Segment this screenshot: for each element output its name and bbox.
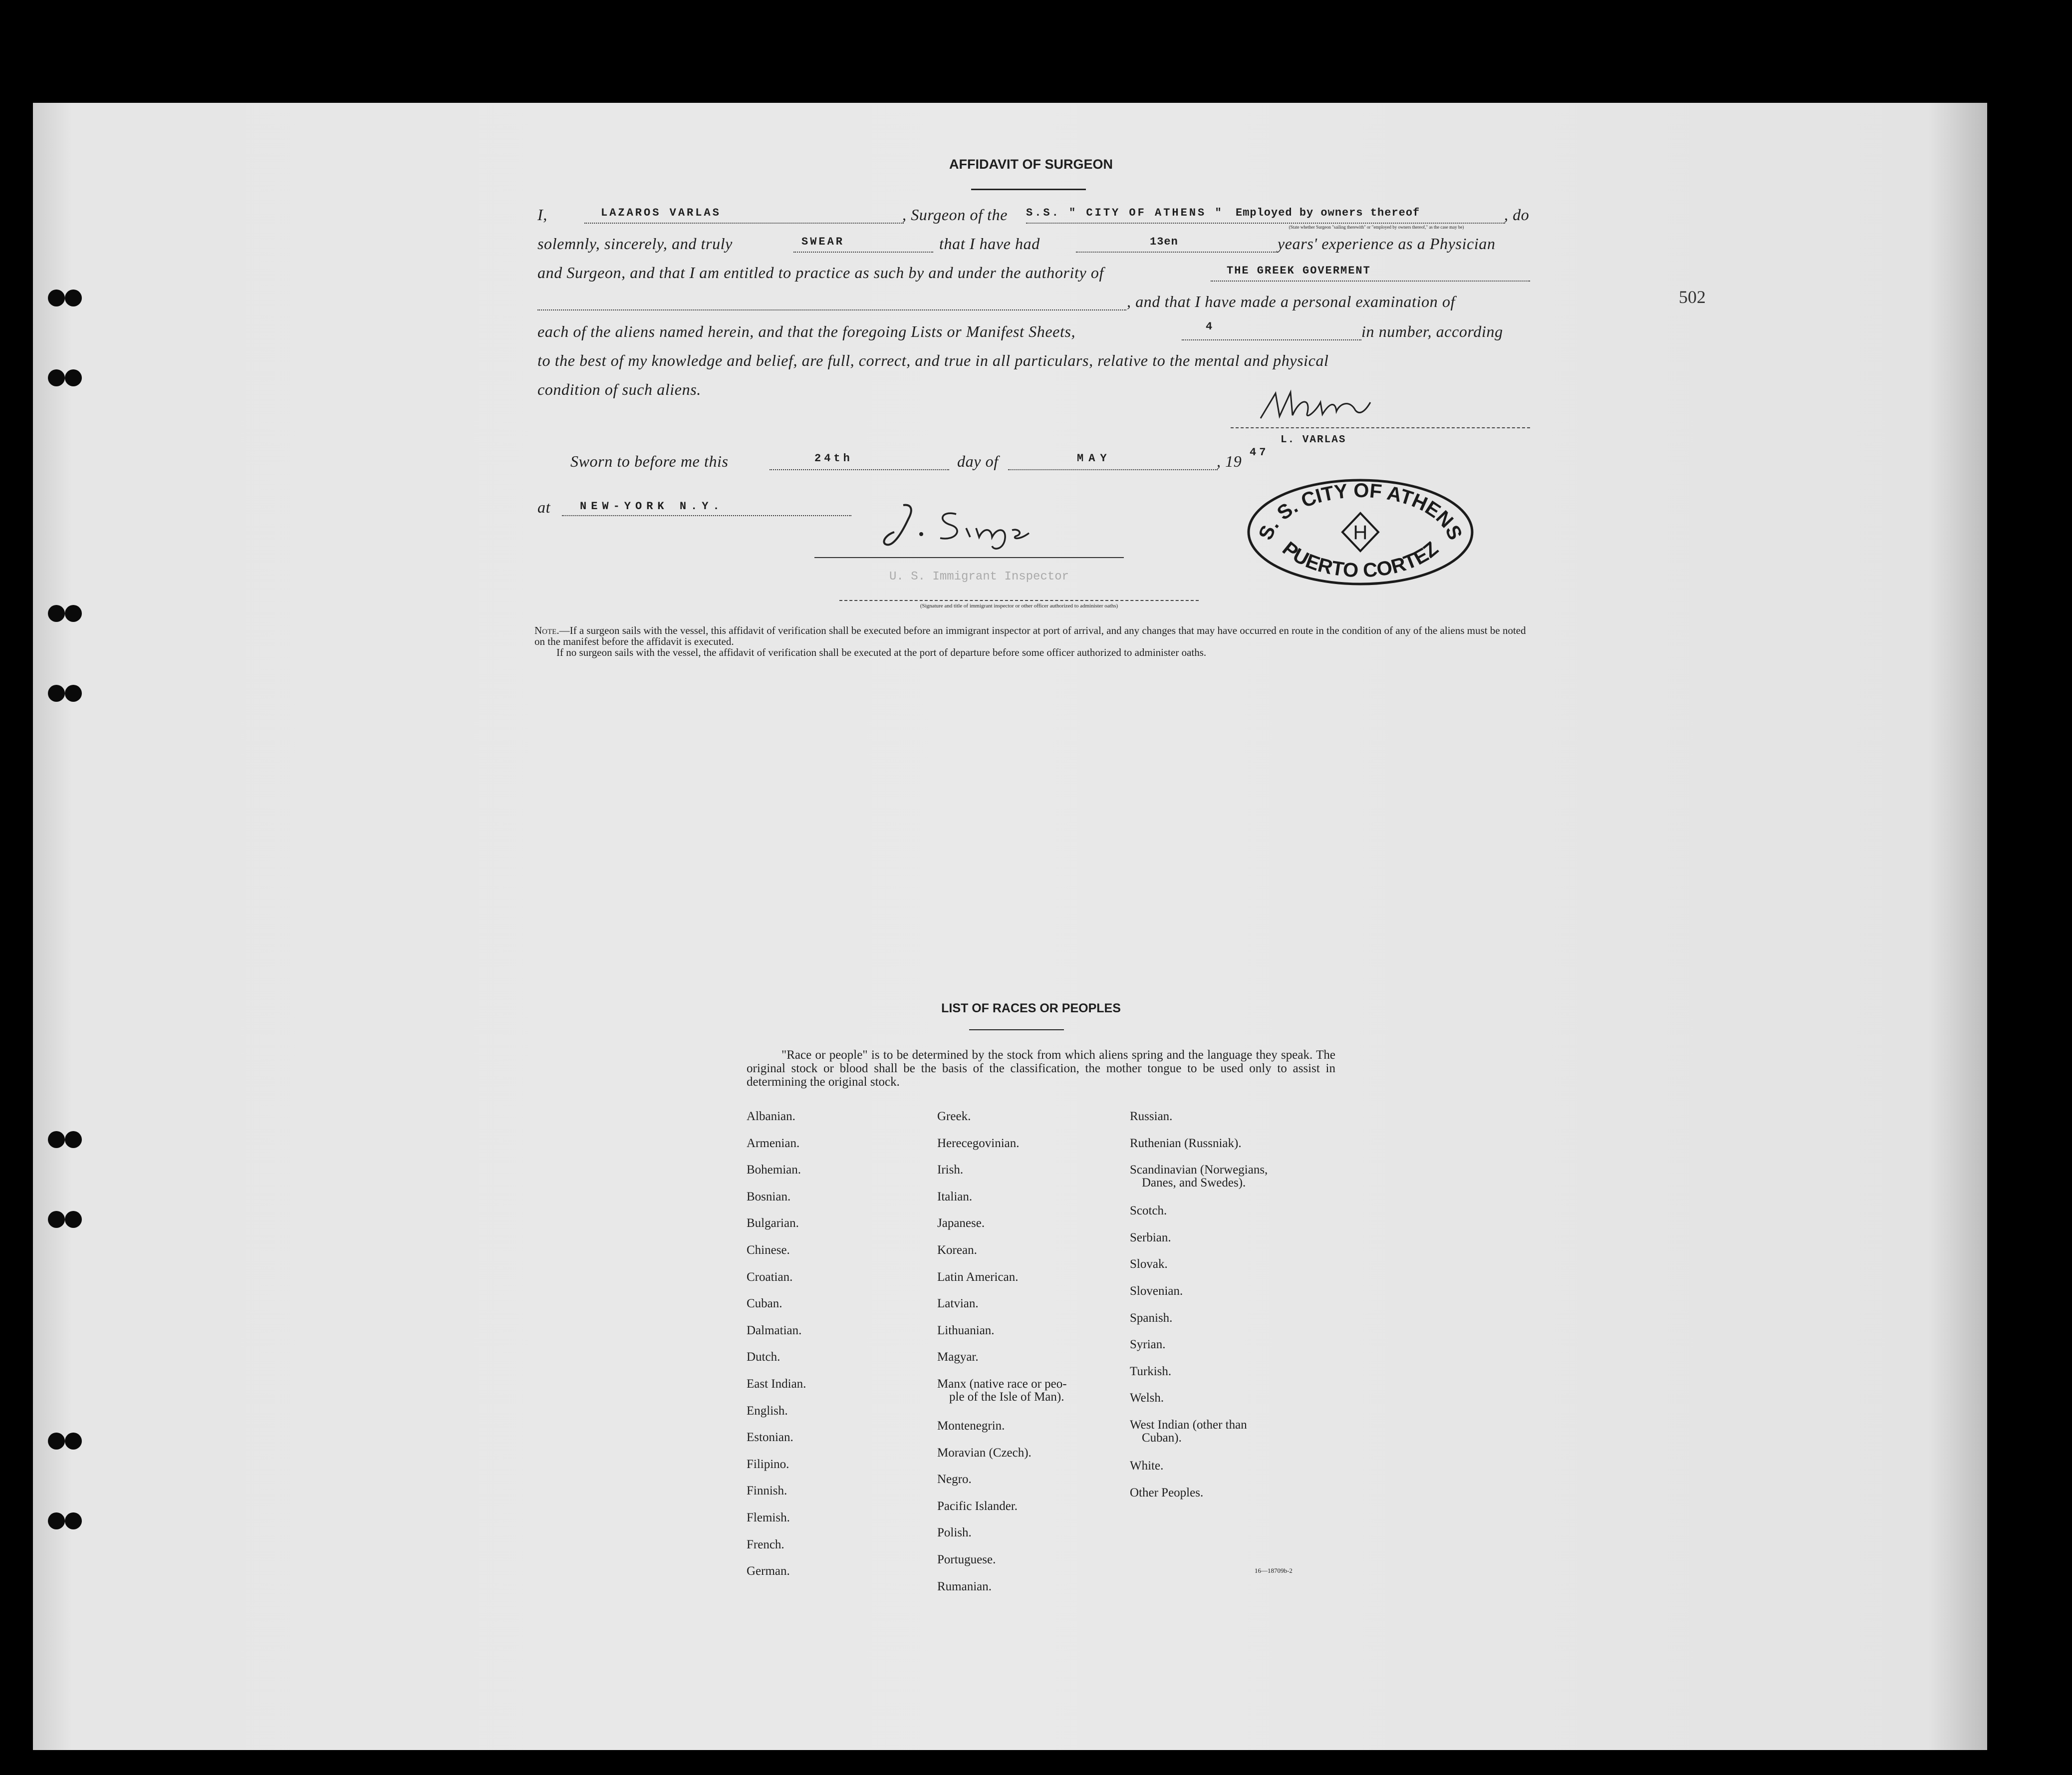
races-title-underline (969, 1029, 1064, 1030)
binder-hole (65, 369, 82, 386)
signature-printed-name: L. VARLAS (1281, 434, 1346, 446)
sheets-line (1182, 339, 1361, 340)
race-item: ple of the Isle of Man). (949, 1390, 1064, 1404)
race-item: Russian. (1130, 1110, 1173, 1123)
race-item: French. (747, 1538, 784, 1551)
title-underline (971, 189, 1086, 190)
employment-hint: (State whether Surgeon "sailing therewith" or "employed by owners thereof," as the case may be) (1289, 225, 1464, 230)
race-item: Scandinavian (Norwegians, (1130, 1163, 1268, 1177)
race-item: Rumanian. (937, 1580, 992, 1593)
binder-hole (65, 1131, 82, 1148)
affidavit-line-4: , and that I have made a personal examination of (1127, 293, 1456, 310)
affidavit-line-1c: , do (1504, 206, 1530, 224)
race-item: Ruthenian (Russniak). (1130, 1137, 1242, 1150)
affidavit-line-1a: I, (537, 206, 547, 224)
binder-hole (48, 1211, 65, 1228)
race-item: Slovak. (1130, 1257, 1168, 1271)
sworn-label: Sworn to before me this (570, 452, 729, 470)
binder-hole (48, 1433, 65, 1450)
race-item: Turkish. (1130, 1365, 1172, 1378)
svg-text:PUERTO CORTEZ (1278, 538, 1442, 582)
inspector-title-line (839, 600, 1199, 601)
at-label: at (537, 498, 551, 516)
affidavit-line-5a: each of the aliens named herein, and that the foregoing Lists or Manifest Sheets, (537, 322, 1076, 340)
place-value: NEW-YORK N.Y. (580, 500, 724, 513)
binder-hole (65, 1211, 82, 1228)
binder-hole (48, 290, 65, 306)
binder-hole (48, 1131, 65, 1148)
binder-hole (65, 1512, 82, 1529)
binder-hole (65, 685, 82, 702)
place-line (562, 515, 851, 516)
authority-line-continued (537, 309, 1126, 310)
affidavit-line-7: condition of such aliens. (537, 380, 701, 398)
race-item: West Indian (other than (1130, 1418, 1247, 1432)
ship-line (1026, 223, 1505, 224)
page-number: 502 (1679, 287, 1706, 307)
stamp-top-text: S. S. CITY OF ATHENS (1254, 479, 1467, 544)
signature-caption: (Signature and title of immigrant inspector or other officer authorized to administer oaths) (920, 603, 1118, 609)
race-item: Bulgarian. (747, 1216, 799, 1230)
race-item: Moravian (Czech). (937, 1446, 1032, 1460)
inspector-signature (881, 499, 1051, 554)
sheets-value: 4 (1206, 320, 1215, 333)
sworn-month-line (1008, 469, 1218, 470)
year-suffix: 47 (1250, 446, 1269, 459)
race-item: Manx (native race or peo- (937, 1377, 1067, 1391)
race-item: Korean. (937, 1243, 977, 1257)
race-item: Latin American. (937, 1270, 1019, 1284)
inspector-title: U. S. Immigrant Inspector (889, 570, 1069, 584)
race-item: Dutch. (747, 1350, 780, 1364)
sworn-month-value: MAY (1077, 452, 1112, 465)
binder-hole (65, 1433, 82, 1450)
binder-hole (48, 1512, 65, 1529)
race-item: Armenian. (747, 1137, 800, 1150)
race-item: Herecegovinian. (937, 1137, 1020, 1150)
form-number: 16—18709b-2 (1255, 1567, 1293, 1574)
race-item: Albanian. (747, 1110, 795, 1123)
races-title: LIST OF RACES OR PEOPLES (941, 1001, 1121, 1015)
affidavit-line-1b: , Surgeon of the (902, 206, 1008, 224)
race-item: Other Peoples. (1130, 1486, 1204, 1499)
binder-hole (48, 685, 65, 702)
race-item: Bosnian. (747, 1190, 791, 1203)
ship-stamp (1241, 472, 1480, 587)
affidavit-line-5b: in number, according (1361, 322, 1503, 340)
surgeon-name-value: LAZAROS VARLAS (601, 207, 721, 219)
years-line (1076, 252, 1276, 253)
affidavit-line-2b: that I have had (939, 235, 1040, 253)
stamp-bottom-text: PUERTO CORTEZ (1278, 537, 1443, 582)
race-item: Filipino. (747, 1458, 789, 1471)
binder-hole (48, 605, 65, 622)
race-item: English. (747, 1404, 788, 1418)
race-item: Cuban. (747, 1297, 782, 1310)
race-item: Croatian. (747, 1270, 793, 1284)
race-item: Irish. (937, 1163, 964, 1177)
document-page (33, 103, 1987, 1750)
race-item: Latvian. (937, 1297, 979, 1310)
race-item: Portuguese. (937, 1553, 996, 1566)
surgeon-signature (1256, 387, 1375, 427)
oath-line (793, 252, 933, 253)
race-item: Italian. (937, 1190, 973, 1203)
sworn-day-value: 24th (814, 452, 853, 465)
affidavit-note-2: If no surgeon sails with the vessel, the affidavit of verification shall be executed at the port of departure before some officer authorized to administer oaths. (556, 646, 1207, 658)
note-prefix: Note. (534, 624, 559, 636)
race-item: Dalmatian. (747, 1324, 802, 1337)
race-item: East Indian. (747, 1377, 806, 1391)
race-item: Syrian. (1130, 1338, 1166, 1351)
race-item: Negro. (937, 1473, 972, 1486)
race-item: Flemish. (747, 1511, 790, 1524)
races-intro: "Race or people" is to be determined by the stock from which aliens spring and the language they speak. The original stock or blood shall be the basis of the classification, the mother tongue to be used only to assist in determining the original stock. (747, 1048, 1335, 1089)
race-item: White. (1130, 1459, 1164, 1473)
race-item: Chinese. (747, 1243, 790, 1257)
affidavit-line-2a: solemnly, sincerely, and truly (537, 235, 733, 253)
inspector-signature-line (814, 557, 1124, 558)
race-item: Magyar. (937, 1350, 979, 1364)
years-value: 13en (1150, 236, 1178, 248)
race-item: Danes, and Swedes). (1142, 1176, 1246, 1189)
race-item: Pacific Islander. (937, 1499, 1018, 1513)
surgeon-signature-text (1231, 427, 1530, 430)
race-item: Montenegrin. (937, 1419, 1005, 1433)
note-text: —If a surgeon sails with the vessel, this affidavit of verification shall be executed before an immigrant inspector at port of arrival, and any changes that may have occurred en route in the condition of any of the aliens must be noted on the manifest before the affidavit is executed. (534, 624, 1526, 647)
affidavit-title: AFFIDAVIT OF SURGEON (949, 157, 1113, 172)
race-item: Polish. (937, 1526, 972, 1539)
affidavit-note (534, 625, 1528, 647)
employment-value: Employed by owners thereof (1236, 207, 1420, 219)
affidavit-line-2c: years' experience as a Physician (1278, 235, 1496, 253)
race-item: Cuban). (1142, 1431, 1182, 1445)
race-item: Slovenian. (1130, 1284, 1183, 1298)
binder-hole (65, 290, 82, 306)
race-item: Serbian. (1130, 1231, 1171, 1244)
race-item: Spanish. (1130, 1311, 1173, 1325)
sworn-day-line (770, 469, 949, 470)
surgeon-name-line (584, 223, 904, 224)
race-item: Greek. (937, 1110, 971, 1123)
race-item: Scotch. (1130, 1204, 1167, 1217)
oath-value: SWEAR (801, 236, 845, 248)
binder-hole (48, 369, 65, 386)
binder-hole (65, 605, 82, 622)
race-item: Japanese. (937, 1216, 985, 1230)
ship-name-value: S.S. " CITY OF ATHENS " (1026, 207, 1224, 219)
authority-line (1211, 281, 1530, 282)
stamp-center-text: H (1353, 522, 1368, 544)
authority-value: THE GREEK GOVERMENT (1227, 265, 1371, 277)
race-item: Bohemian. (747, 1163, 801, 1177)
affidavit-line-3: and Surgeon, and that I am entitled to practice as such by and under the authority of (537, 264, 1104, 282)
race-item: Lithuanian. (937, 1324, 995, 1337)
year-prefix: , 19 (1217, 452, 1242, 470)
day-of-label: day of (957, 452, 999, 470)
race-item: Welsh. (1130, 1391, 1164, 1405)
race-item: Estonian. (747, 1431, 793, 1444)
race-item: German. (747, 1564, 790, 1578)
affidavit-line-6: to the best of my knowledge and belief, are full, correct, and true in all particulars, relative to the mental and physical (537, 351, 1329, 369)
race-item: Finnish. (747, 1484, 787, 1497)
